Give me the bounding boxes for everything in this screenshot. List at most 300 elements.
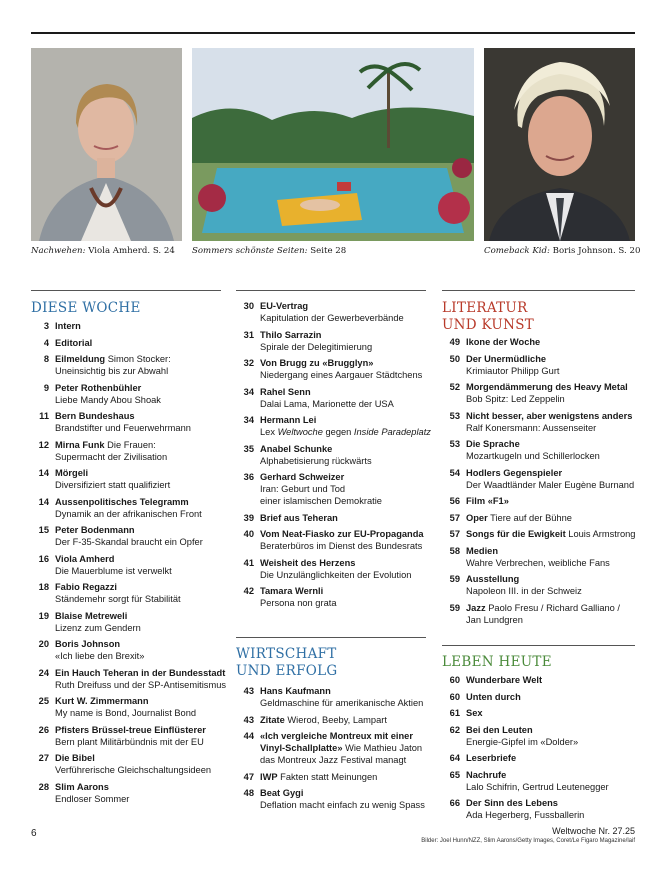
toc-title-line	[55, 337, 227, 349]
toc-entry-text	[55, 752, 227, 776]
toc-page-number: 12	[38, 439, 49, 450]
toc-subtitle: My name is Bond, Journalist Bond	[55, 708, 197, 718]
toc-entry-text	[260, 557, 436, 581]
toc-page-number: 54	[449, 467, 460, 478]
toc-page-number: 34	[243, 386, 254, 397]
toc-entry-text	[466, 545, 642, 569]
toc-title-line	[260, 300, 436, 312]
toc-subtitle: Mozartkugeln und Schillerlocken	[466, 451, 600, 461]
toc-subtitle: Uneinsichtig bis zur Abwahl	[55, 366, 169, 376]
toc-page-number: 60	[449, 691, 460, 702]
toc-subtitle: Spirale der Delegitimierung	[260, 341, 373, 352]
toc-entry-text	[466, 752, 642, 764]
photo-boris-johnson[interactable]	[484, 48, 635, 241]
toc-page-number: 30	[243, 301, 254, 311]
toc-entry[interactable]	[442, 381, 642, 405]
toc-title-line	[55, 581, 227, 593]
caption-mid: Sommers schönste Seiten: Seite 28	[192, 246, 347, 256]
toc-col3a	[442, 336, 642, 630]
col3b-rule	[442, 645, 635, 646]
toc-title-line	[55, 752, 227, 764]
toc-page-number: 8	[43, 354, 49, 364]
toc-entry-text	[55, 695, 227, 719]
toc-title-line	[466, 691, 642, 703]
toc-subtitle: Alphabetisierung rückwärts	[260, 455, 372, 466]
toc-subtitle-part: Weltwoche	[277, 427, 323, 437]
toc-title-line	[260, 329, 436, 341]
photo-pool-scene[interactable]	[192, 48, 474, 241]
toc-entry-text	[260, 528, 436, 552]
toc-subtitle: Lizenz zum Gendern	[55, 622, 141, 633]
toc-title-line	[55, 496, 227, 508]
toc-page-number: 44	[243, 731, 254, 741]
toc-title: Gerhard Schweizer	[260, 472, 345, 482]
toc-entry[interactable]	[236, 528, 436, 552]
toc-title-line	[466, 336, 642, 348]
toc-title: Mirna Funk	[55, 439, 105, 450]
toc-entry[interactable]	[31, 638, 227, 662]
toc-entry-text	[55, 581, 227, 605]
toc-entry[interactable]	[236, 730, 436, 766]
toc-title: Leserbriefe	[466, 753, 517, 763]
toc-entry[interactable]	[31, 610, 227, 634]
toc-subtitle: Geldmaschine für amerikanische Aktien	[260, 698, 424, 708]
toc-subtitle: Krimiautor Philipp Gurt	[466, 365, 560, 376]
toc-entry-text	[466, 438, 642, 462]
toc-title: Anabel Schunke	[260, 443, 333, 454]
toc-entry[interactable]	[31, 667, 227, 691]
top-rule	[31, 32, 635, 34]
toc-subtitle: Diversifiziert statt qualifiziert	[55, 480, 171, 490]
toc-title-line	[466, 438, 642, 450]
toc-entry-text	[260, 730, 436, 766]
toc-title: Hermann Lei	[260, 415, 317, 425]
toc-entry[interactable]	[236, 329, 436, 353]
toc-entry-text	[466, 769, 642, 793]
toc-subtitle: Der F-35-Skandal braucht ein Opfer	[55, 537, 203, 547]
toc-entry-text	[55, 724, 227, 748]
toc-title: Eilmeldung	[55, 354, 106, 364]
toc-entry[interactable]	[31, 320, 227, 332]
toc-title: EU-Vertrag	[260, 301, 309, 311]
toc-entry[interactable]	[442, 769, 642, 793]
toc-entry-text	[466, 381, 642, 405]
toc-entry-text	[260, 685, 436, 709]
toc-title: Songs für die Ewigkeit	[466, 529, 566, 539]
toc-title-line	[260, 512, 436, 524]
toc-title: Ein Hauch Teheran in der Bundesstadt	[55, 667, 226, 678]
toc-title: Slim Aarons	[55, 781, 109, 792]
toc-entry[interactable]	[442, 724, 642, 748]
portrait-woman-image	[31, 48, 182, 241]
toc-entry[interactable]	[236, 685, 436, 709]
toc-subtitle-part: Inside Paradeplatz	[353, 427, 431, 437]
toc-subtitle: Liebe Mandy Abou Shoak	[55, 394, 161, 405]
toc-page-number: 15	[38, 525, 49, 535]
toc-page-number: 60	[449, 675, 460, 685]
toc-col2a	[236, 300, 436, 614]
toc-title-line	[466, 797, 642, 809]
toc-title-line	[466, 752, 642, 764]
toc-title: Ikone der Woche	[466, 337, 541, 347]
toc-inline-subtitle: Louis Armstrong	[565, 529, 636, 539]
toc-subtitle: Die Unzulänglichkeiten der Evolution	[260, 569, 412, 580]
toc-entry[interactable]	[31, 724, 227, 748]
toc-page-number: 42	[243, 586, 254, 596]
toc-subtitle: Beraterbüros im Dienst des Bundesrats	[260, 541, 423, 551]
toc-entry[interactable]	[236, 787, 436, 811]
toc-title: Film «F1»	[466, 496, 509, 506]
toc-page-number: 66	[449, 798, 460, 808]
toc-page-number: 26	[38, 724, 49, 735]
toc-inline-subtitle: Wie Mathieu Jaton	[342, 743, 423, 753]
toc-title-line	[466, 724, 642, 736]
toc-entry[interactable]	[236, 414, 436, 438]
toc-col3b	[442, 674, 642, 826]
toc-title: Oper	[466, 512, 488, 523]
toc-page-number: 64	[449, 753, 460, 763]
toc-subtitle: Dynamik an der afrikanischen Front	[55, 508, 202, 519]
toc-page-number: 59	[449, 574, 460, 584]
toc-title: Nachrufe	[466, 769, 507, 780]
toc-page-number: 9	[43, 382, 49, 393]
toc-title: Hans Kaufmann	[260, 686, 331, 696]
toc-page-number: 18	[38, 582, 49, 592]
toc-inline-subtitle: Simon Stocker:	[105, 354, 171, 364]
toc-page-number: 39	[243, 512, 254, 523]
toc-title-line	[260, 414, 436, 426]
toc-subtitle: Iran: Geburt und Tod	[260, 484, 346, 494]
toc-entry-text	[55, 320, 227, 332]
toc-title: Mörgeli	[55, 468, 89, 478]
toc-subtitle: Napoleon III. in der Schweiz	[466, 586, 582, 596]
toc-title-line	[55, 695, 227, 707]
toc-title: «Ich vergleiche Montreux mit einer	[260, 731, 413, 741]
toc-entry-text	[466, 353, 642, 377]
toc-title: Vinyl-Schallplatte»	[260, 743, 343, 753]
toc-entry-text	[466, 467, 642, 491]
toc-page-number: 16	[38, 553, 49, 564]
toc-subtitle-part: gegen	[322, 427, 354, 437]
toc-entry-text	[260, 714, 436, 726]
toc-entry-text	[55, 353, 227, 377]
toc-col1	[31, 320, 227, 809]
toc-entry[interactable]	[31, 752, 227, 776]
toc-subtitle: Ralf Konersmann: Aussenseiter	[466, 422, 597, 433]
toc-page-number: 31	[243, 329, 254, 340]
toc-entry[interactable]	[442, 674, 642, 686]
toc-entry-text	[55, 524, 227, 548]
toc-title: Sex	[466, 708, 483, 718]
toc-title-line	[466, 528, 642, 540]
toc-subtitle: Dalai Lama, Marionette der USA	[260, 398, 394, 409]
toc-title: Der Sinn des Lebens	[466, 798, 558, 808]
toc-title: Intern	[55, 321, 81, 331]
section-literatur: LITERATUR UND KUNST	[442, 300, 535, 333]
pool-image	[192, 48, 474, 241]
toc-page-number: 57	[449, 529, 460, 539]
toc-page-number: 41	[243, 557, 254, 568]
toc-page-number: 27	[38, 753, 49, 763]
toc-page-number: 61	[449, 708, 460, 718]
toc-subtitle: Die Mauerblume ist verwelkt	[55, 565, 172, 576]
toc-entry[interactable]	[236, 386, 436, 410]
toc-title-line	[466, 495, 642, 507]
toc-inline-subtitle: Die Frauen:	[104, 439, 156, 450]
toc-subtitle: «Ich liebe den Brexit»	[55, 651, 145, 661]
toc-title-line	[55, 320, 227, 332]
toc-entry-text	[466, 410, 642, 434]
toc-title: Zitate	[260, 714, 285, 725]
toc-entry-text	[466, 674, 642, 686]
toc-title-line	[466, 769, 642, 781]
toc-inline-subtitle: Fakten statt Meinungen	[277, 771, 378, 782]
toc-title-line	[55, 781, 227, 793]
toc-title: Die Bibel	[55, 753, 95, 763]
toc-entry[interactable]	[31, 553, 227, 577]
toc-entry-text	[466, 573, 642, 597]
toc-subtitle: Deflation macht einfach zu wenig Spass	[260, 800, 425, 810]
toc-title: Beat Gygi	[260, 788, 304, 798]
toc-subtitle: Jan Lundgren	[466, 614, 523, 625]
toc-entry[interactable]	[31, 695, 227, 719]
toc-title-line	[260, 771, 436, 783]
toc-page-number: 3	[43, 321, 49, 331]
toc-entry[interactable]	[236, 443, 436, 467]
toc-title-line	[260, 685, 436, 697]
toc-subtitle: Ada Hegerberg, Fussballerin	[466, 810, 585, 820]
toc-title: Weisheit des Herzens	[260, 557, 356, 568]
toc-title-line	[55, 724, 227, 736]
toc-title: Hodlers Gegenspieler	[466, 467, 563, 478]
toc-subtitle: Persona non grata	[260, 598, 337, 608]
toc-subtitle: Bern plant Militärbündnis mit der EU	[55, 736, 204, 747]
toc-title-line	[260, 742, 436, 754]
toc-title-line	[55, 467, 227, 479]
toc-entry[interactable]	[442, 707, 642, 719]
toc-title: Unten durch	[466, 691, 521, 702]
toc-entry-text	[260, 471, 436, 507]
toc-page-number: 47	[243, 771, 254, 782]
toc-entry[interactable]	[31, 467, 227, 491]
toc-subtitle: das Montreux Jazz Festival managt	[260, 755, 407, 765]
toc-title: Ausstellung	[466, 574, 520, 584]
toc-entry-text	[55, 496, 227, 520]
photo-viola-amherd[interactable]	[31, 48, 182, 241]
toc-entry-text	[260, 414, 436, 438]
toc-page-number: 56	[449, 496, 460, 506]
toc-entry[interactable]	[31, 410, 227, 434]
toc-entry[interactable]	[236, 771, 436, 783]
toc-title-line	[260, 585, 436, 597]
toc-title-line	[55, 410, 227, 422]
toc-page-number: 35	[243, 443, 254, 454]
toc-page-number: 53	[449, 439, 460, 449]
toc-entry-text	[55, 553, 227, 577]
toc-entry-text	[260, 787, 436, 811]
toc-entry-text	[466, 528, 642, 540]
toc-entry[interactable]	[31, 337, 227, 349]
toc-entry-text	[466, 797, 642, 821]
toc-page-number: 24	[38, 667, 49, 678]
toc-entry-text	[466, 495, 642, 507]
toc-entry[interactable]	[442, 528, 642, 540]
section-leben-heute: LEBEN HEUTE	[442, 654, 552, 670]
toc-title-line	[260, 730, 436, 742]
toc-entry-text	[260, 443, 436, 467]
toc-page-number: 34	[243, 415, 254, 425]
toc-page-number: 53	[449, 410, 460, 421]
toc-entry[interactable]	[236, 557, 436, 581]
toc-title: Wunderbare Welt	[466, 675, 543, 685]
toc-entry-text	[55, 382, 227, 406]
toc-subtitle: Brandstifter und Feuerwehrmann	[55, 423, 191, 433]
toc-inline-subtitle: Tiere auf der Bühne	[487, 512, 572, 523]
toc-entry-text	[260, 300, 436, 324]
toc-entry[interactable]	[31, 781, 227, 805]
toc-entry[interactable]	[442, 353, 642, 377]
toc-entry-text	[55, 410, 227, 434]
toc-subtitle: einer islamischen Demokratie	[260, 496, 382, 506]
toc-title: Blaise Metreweli	[55, 610, 128, 621]
toc-subtitle: Niedergang eines Aargauer Städtchens	[260, 370, 423, 380]
toc-entry[interactable]	[442, 512, 642, 524]
toc-title: Die Sprache	[466, 439, 520, 449]
toc-page-number: 14	[38, 496, 49, 507]
toc-title: Kurt W. Zimmermann	[55, 696, 149, 706]
toc-entry[interactable]	[442, 752, 642, 764]
toc-entry-text	[55, 638, 227, 662]
toc-title: Bern Bundeshaus	[55, 411, 135, 421]
toc-page-number: 32	[243, 358, 254, 368]
toc-subtitle-part: Lex	[260, 427, 278, 437]
toc-subtitle: Verführerische Gleichschaltungsideen	[55, 765, 212, 775]
toc-entry[interactable]	[236, 357, 436, 381]
toc-entry-text	[260, 329, 436, 353]
toc-title: Pfisters Brüssel-treue Einflüsterer	[55, 724, 206, 735]
toc-entry[interactable]	[236, 471, 436, 507]
toc-entry-text	[55, 610, 227, 634]
toc-page-number: 58	[449, 545, 460, 556]
toc-entry[interactable]	[442, 467, 642, 491]
caption-left: Nachwehen: Viola Amherd. S. 24	[31, 246, 175, 256]
toc-entry[interactable]	[236, 300, 436, 324]
toc-title-line	[55, 524, 227, 536]
toc-page-number: 43	[243, 714, 254, 725]
toc-entry[interactable]	[236, 512, 436, 524]
toc-entry-text	[55, 667, 227, 691]
toc-entry[interactable]	[31, 439, 227, 463]
toc-entry-text	[260, 771, 436, 783]
toc-entry[interactable]	[442, 573, 642, 597]
toc-title: Nicht besser, aber wenigstens anders	[466, 410, 633, 421]
toc-entry[interactable]	[31, 581, 227, 605]
toc-page-number: 65	[449, 769, 460, 780]
toc-entry[interactable]	[236, 585, 436, 609]
toc-title-line	[466, 410, 642, 422]
toc-title: Morgendämmerung des Heavy Metal	[466, 382, 628, 392]
toc-entry[interactable]	[442, 545, 642, 569]
toc-page-number: 4	[43, 337, 49, 348]
toc-page-number: 57	[449, 512, 460, 523]
portrait-man-image	[484, 48, 635, 241]
toc-entry[interactable]	[31, 382, 227, 406]
toc-entry-text	[466, 691, 642, 703]
toc-entry-text	[55, 781, 227, 805]
toc-title-line	[466, 353, 642, 365]
toc-entry[interactable]	[442, 797, 642, 821]
toc-title-line	[260, 714, 436, 726]
toc-title-line	[466, 674, 642, 686]
toc-entry[interactable]	[236, 714, 436, 726]
toc-title-line	[55, 667, 227, 679]
toc-title-line	[55, 638, 227, 650]
page-number: 6	[31, 828, 37, 839]
toc-entry-text	[260, 357, 436, 381]
toc-col2b	[236, 685, 436, 816]
toc-inline-subtitle: Paolo Fresu / Richard Galliano /	[485, 602, 620, 613]
toc-entry[interactable]	[31, 496, 227, 520]
col2b-rule	[236, 637, 426, 638]
toc-title: Peter Bodenmann	[55, 525, 135, 535]
toc-title: Boris Johnson	[55, 639, 121, 649]
toc-page-number: 43	[243, 686, 254, 696]
toc-entry[interactable]	[442, 438, 642, 462]
toc-entry[interactable]	[442, 602, 642, 626]
toc-entry[interactable]	[442, 495, 642, 507]
toc-subtitle: Kapitulation der Gewerbeverbände	[260, 313, 404, 323]
toc-page-number: 48	[243, 788, 254, 798]
toc-subtitle: Bob Spitz: Led Zeppelin	[466, 394, 565, 404]
toc-title-line	[55, 553, 227, 565]
col2-rule	[236, 290, 426, 291]
toc-title: Jazz	[466, 602, 486, 613]
toc-subtitle: Energie-Gipfel im «Dolder»	[466, 736, 579, 747]
toc-page-number: 19	[38, 610, 49, 621]
toc-title-line	[466, 381, 642, 393]
toc-page-number: 52	[449, 382, 460, 392]
toc-page-number: 25	[38, 696, 49, 706]
toc-title: Fabio Regazzi	[55, 582, 117, 592]
toc-entry-text	[55, 467, 227, 491]
toc-page-number: 20	[38, 639, 49, 649]
toc-subtitle: Ruth Dreifuss und der SP-Antisemitismus	[55, 679, 227, 690]
toc-subtitle: Supermacht der Zivilisation	[55, 451, 168, 462]
toc-title-line	[466, 573, 642, 585]
toc-entry-text	[466, 724, 642, 748]
toc-title: Rahel Senn	[260, 386, 311, 397]
toc-title-line	[466, 545, 642, 557]
toc-entry[interactable]	[31, 353, 227, 377]
toc-title-line	[55, 610, 227, 622]
photo-credits: Bilder: Joel Hunn/NZZ, Slim Aarons/Getty Images, Coret/Le Figaro Magazine/laif	[421, 838, 635, 844]
toc-entry[interactable]	[442, 410, 642, 434]
toc-subtitle: Lalo Schifrin, Gertrud Leutenegger	[466, 781, 609, 792]
toc-title-line	[466, 707, 642, 719]
toc-title-line	[55, 353, 227, 365]
toc-page-number: 49	[449, 337, 460, 347]
toc-title-line	[260, 471, 436, 483]
toc-title: Brief aus Teheran	[260, 512, 338, 523]
toc-title: Editorial	[55, 337, 93, 348]
toc-title-line	[466, 467, 642, 479]
toc-entry[interactable]	[31, 524, 227, 548]
toc-entry[interactable]	[442, 336, 642, 348]
toc-title-line	[260, 557, 436, 569]
toc-entry[interactable]	[442, 691, 642, 703]
toc-title-line	[466, 512, 642, 524]
toc-entry-text	[466, 707, 642, 719]
